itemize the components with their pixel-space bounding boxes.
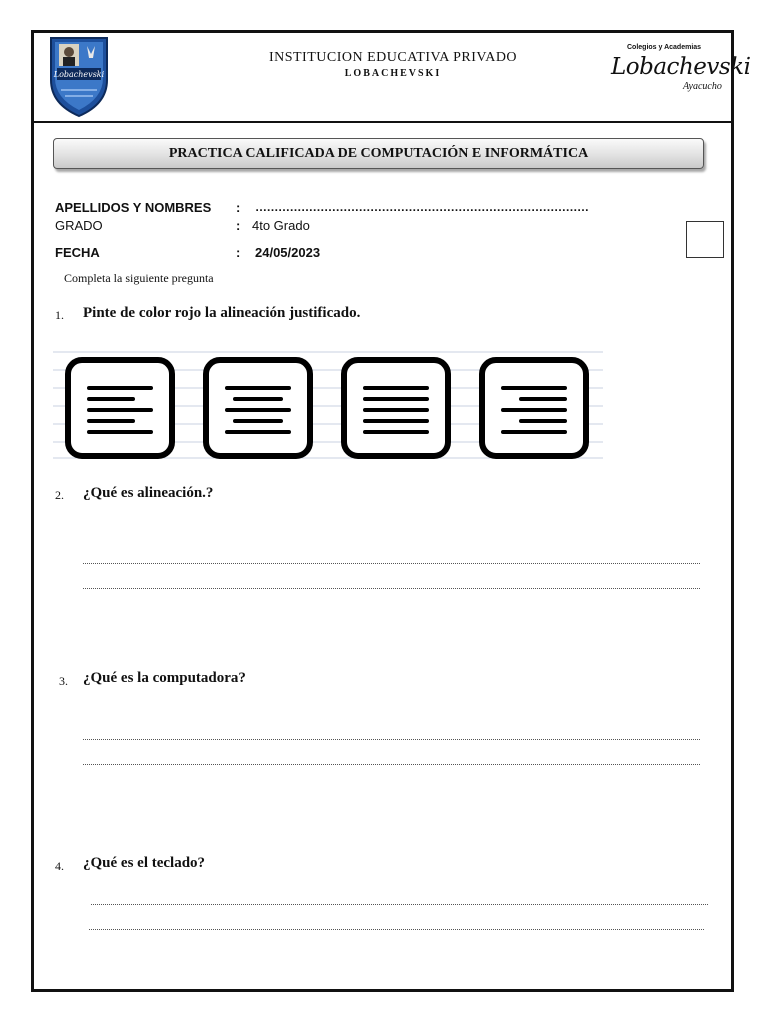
page-frame [31,30,734,992]
logo-city-text: Ayacucho [683,81,722,92]
answer-line[interactable] [83,588,700,589]
brand-logo [605,44,751,96]
name-field[interactable]: …………………………………………………………………………… [255,200,589,214]
align-left-icon[interactable] [68,360,172,456]
logo-top-text: Colegios y Academias [627,44,702,51]
header-divider [31,121,734,123]
name-label: APELLIDOS Y NOMBRES [55,200,212,215]
shield-text: Lobachevski [53,70,105,79]
institution-title: INSTITUCION EDUCATIVA PRIVADO [268,50,518,65]
answer-line[interactable] [83,739,700,740]
answer-line[interactable] [89,929,704,930]
question-4-number: 4. [55,859,64,873]
date-separator: : [236,245,241,260]
date-label: FECHA [55,245,100,260]
alignment-icons-strip [53,348,603,464]
school-shield-icon [47,34,111,118]
logo-brand-text: Lobachevski [611,54,751,80]
question-2-text: ¿Qué es alineación.? [83,485,214,501]
align-right-icon[interactable] [482,360,586,456]
institution-subtitle: LOBACHEVSKI [344,68,442,79]
grade-label: GRADO [55,218,103,233]
question-4-text: ¿Qué es el teclado? [83,855,206,871]
answer-line[interactable] [91,904,708,905]
exam-title-banner: PRACTICA CALIFICADA DE COMPUTACIÓN E INFORMÁTICA [53,138,704,169]
question-2-number: 2. [55,488,64,502]
score-box[interactable] [686,221,724,258]
answer-line[interactable] [83,563,700,564]
question-1-text: Pinte de color rojo la alineación justificado. [83,305,361,321]
question-3-number: 3. [59,674,68,688]
question-3-text: ¿Qué es la computadora? [83,670,246,686]
name-separator: : [236,200,241,215]
instruction-text: Completa la siguiente pregunta [64,271,214,285]
date-value: 24/05/2023 [255,245,321,260]
grade-value: 4to Grado [252,218,310,233]
question-1-number: 1. [55,308,64,322]
answer-line[interactable] [83,764,700,765]
grade-separator: : [236,218,241,233]
align-center-icon[interactable] [206,360,310,456]
align-justify-icon[interactable] [344,360,448,456]
